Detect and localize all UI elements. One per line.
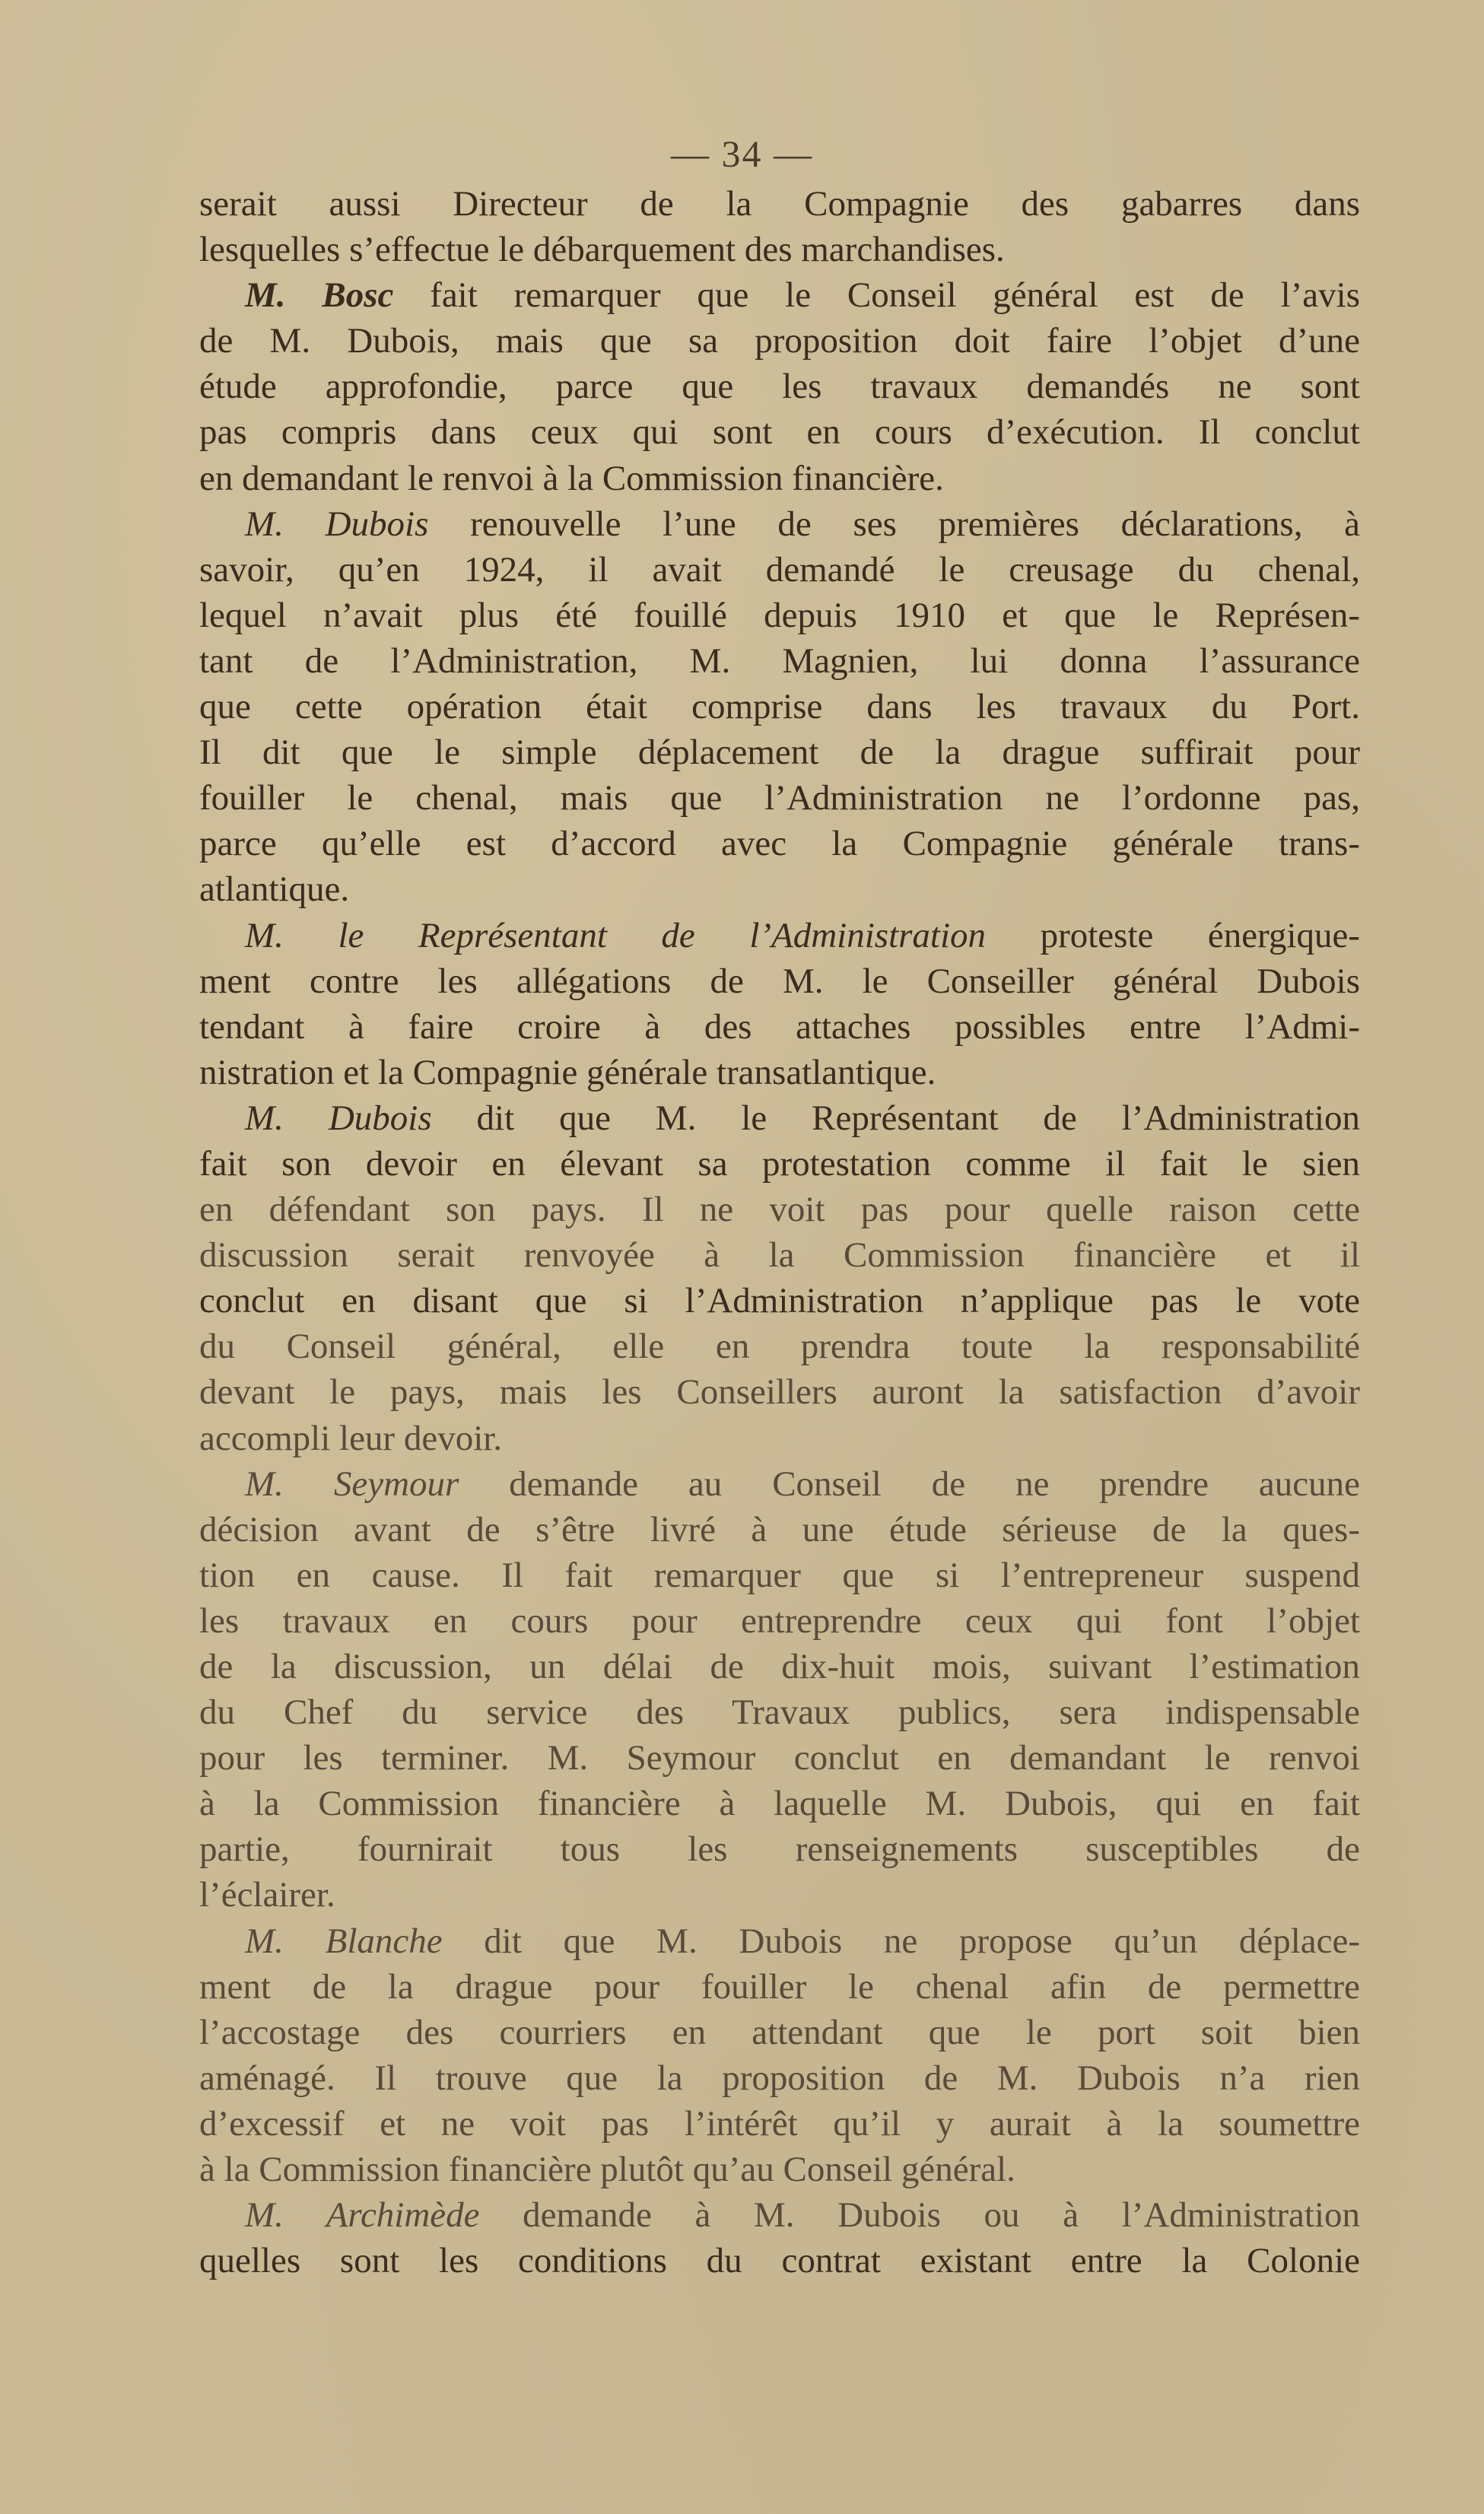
text-line: parce qu’elle est d’accord avec la Compagnie générale trans- bbox=[199, 824, 1360, 864]
text-line: ment contre les allégations de M. le Conseiller général Dubois bbox=[199, 961, 1360, 1001]
paragraph-representant bbox=[199, 913, 1360, 1095]
text-line: en demandant le renvoi à la Commission financière. bbox=[199, 458, 944, 498]
text-line: pour les terminer. M. Seymour conclut en demandant le renvoi bbox=[199, 1738, 1360, 1778]
text-line: savoir, qu’en 1924, il avait demandé le creusage du chenal, bbox=[199, 549, 1360, 590]
text-line: tant de l’Administration, M. Magnien, lui donna l’assurance bbox=[199, 640, 1360, 681]
text-line: partie, fournirait tous les renseignements susceptibles de bbox=[199, 1829, 1360, 1870]
text-line: fouiller le chenal, mais que l’Administration ne l’ordonne pas, bbox=[199, 778, 1360, 818]
text-line: M. Dubois dit que M. le Représentant de l’Administration bbox=[245, 1098, 1361, 1138]
paragraph-seymour bbox=[199, 1461, 1360, 1918]
paragraph-archimede bbox=[199, 2192, 1360, 2284]
text-line: l’éclairer. bbox=[199, 1875, 335, 1915]
text-line: du Chef du service des Travaux publics, sera indispensable bbox=[199, 1692, 1360, 1733]
speaker-name: M. Dubois bbox=[245, 1098, 432, 1138]
text-line: à la Commission financière à laquelle M. Dubois, qui en fait bbox=[199, 1784, 1360, 1824]
text-line: de la discussion, un délai de dix-huit mois, suivant l’estimation bbox=[199, 1647, 1360, 1686]
speaker-name: M. le Représentant de l’Administration bbox=[245, 915, 987, 955]
paragraph-dubois-2 bbox=[199, 1095, 1360, 1461]
body-text bbox=[199, 181, 1360, 2284]
text-line: M. Bosc fait remarquer que le Conseil général est de l’avis bbox=[245, 275, 1361, 316]
text-line: quelles sont les conditions du contrat existant entre la Colonie bbox=[199, 2241, 1360, 2281]
text-line: en défendant son pays. Il ne voit pas pour quelle raison cette bbox=[199, 1190, 1360, 1230]
text-line: ment de la drague pour fouiller le chenal afin de permettre bbox=[199, 1966, 1360, 2007]
text-line: pas compris dans ceux qui sont en cours d’exécution. Il conclut bbox=[199, 412, 1360, 453]
text-line: étude approfondie, parce que les travaux demandés ne sont bbox=[199, 367, 1360, 407]
text-line: aménagé. Il trouve que la proposition de M. Dubois n’a rien bbox=[199, 2058, 1360, 2098]
text-line: d’excessif et ne voit pas l’intérêt qu’il y aurait à la soumettre bbox=[199, 2103, 1360, 2144]
paragraph-continuation bbox=[199, 181, 1360, 272]
paragraph-bosc bbox=[199, 272, 1360, 501]
text-line: tion en cause. Il fait remarquer que si l’entrepreneur suspend bbox=[199, 1555, 1360, 1595]
speaker-name: M. Dubois bbox=[245, 504, 429, 544]
text-line: les travaux en cours pour entreprendre ceux qui font l’objet bbox=[199, 1600, 1360, 1641]
text-line: du Conseil général, elle en prendra toute la responsabilité bbox=[199, 1327, 1360, 1367]
text-line: M. Dubois renouvelle l’une de ses premières déclarations, à bbox=[245, 504, 1360, 544]
text-line: discussion serait renvoyée à la Commission financière et il bbox=[199, 1235, 1360, 1276]
text-line: lequel n’avait plus été fouillé depuis 1910 et que le Représen- bbox=[199, 595, 1360, 635]
page-number: — 34 — bbox=[671, 132, 813, 175]
text-line: nistration et la Compagnie générale transatlantique. bbox=[199, 1052, 936, 1092]
text-line: lesquelles s’effectue le débarquement des marchandises. bbox=[199, 230, 1005, 270]
text-line: tendant à faire croire à des attaches possibles entre l’Admi- bbox=[199, 1006, 1360, 1047]
text-line: l’accostage des courriers en attendant que le port soit bien bbox=[199, 2012, 1360, 2052]
paragraph-dubois-1 bbox=[199, 501, 1360, 913]
text-line: atlantique. bbox=[199, 869, 350, 910]
speaker-name: M. Blanche bbox=[245, 1921, 443, 1961]
text-line: M. Seymour demande au Conseil de ne prendre aucune bbox=[245, 1464, 1361, 1504]
paragraph-blanche bbox=[199, 1918, 1360, 2193]
text-line: M. Blanche dit que M. Dubois ne propose qu’un déplace- bbox=[245, 1921, 1360, 1961]
speaker-name: M. Seymour bbox=[245, 1464, 459, 1504]
text-line: décision avant de s’être livré à une étude sérieuse de la ques- bbox=[199, 1509, 1360, 1549]
text-line: de M. Dubois, mais que sa proposition doit faire l’objet d’une bbox=[199, 321, 1360, 361]
text-line: conclut en disant que si l’Administration n’applique pas le vote bbox=[199, 1281, 1360, 1321]
speaker-name: M. Bosc bbox=[245, 275, 394, 316]
speaker-name: M. Archimède bbox=[245, 2195, 480, 2236]
text-line: M. Archimède demande à M. Dubois ou à l’Administration bbox=[245, 2195, 1360, 2236]
text-line: Il dit que le simple déplacement de la drague suffirait pour bbox=[199, 733, 1360, 773]
text-line: M. le Représentant de l’Administration proteste énergique- bbox=[245, 915, 1361, 955]
text-line: accompli leur devoir. bbox=[199, 1418, 503, 1458]
text-line: à la Commission financière plutôt qu’au Conseil général. bbox=[199, 2150, 1015, 2190]
text-line: devant le pays, mais les Conseillers auront la satisfaction d’avoir bbox=[199, 1372, 1360, 1413]
text-line: que cette opération était comprise dans les travaux du Port. bbox=[199, 687, 1360, 727]
text-line: serait aussi Directeur de la Compagnie des gabarres dans bbox=[199, 184, 1360, 224]
text-line: fait son devoir en élevant sa protestation comme il fait le sien bbox=[199, 1143, 1360, 1184]
